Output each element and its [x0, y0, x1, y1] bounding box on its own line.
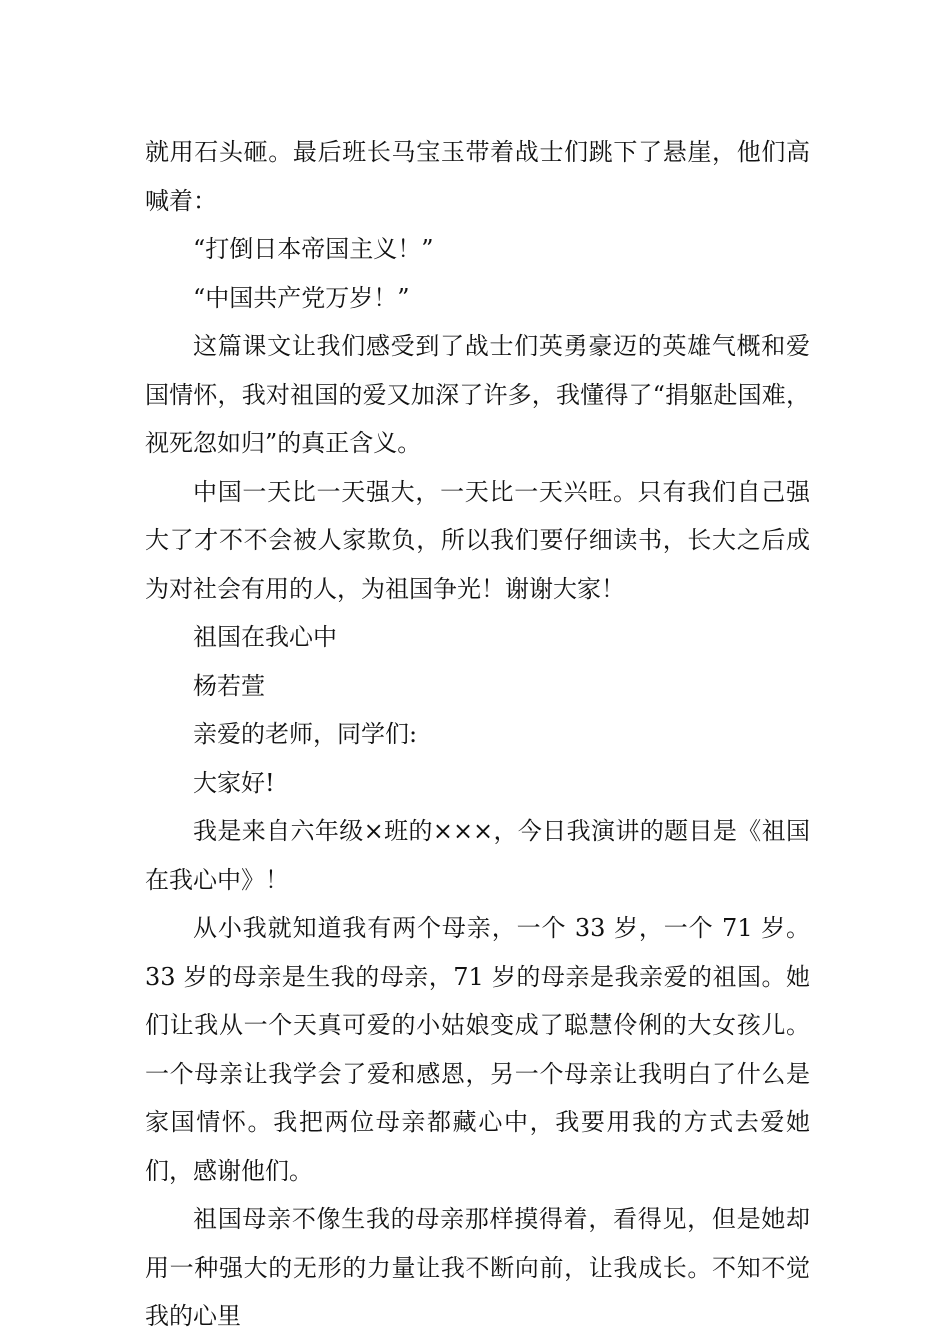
speech-title: 祖国在我心中	[193, 623, 337, 651]
paragraph-two-mothers: 从小我就知道我有两个母亲，一个 33 岁，一个 71 岁。33 岁的母亲是生我的母亲，71 岁的母亲是我亲爱的祖国。她们让我从一个天真可爱的小姑娘变成了聪慧伶俐的大女孩儿。一个母亲让我学会了爱和感恩，另一个母亲让我明白了什么是家国情怀。我把两位母亲都藏心中，我要用我的方式去爱她们，感谢他们。	[145, 914, 810, 1185]
paragraph-introduction: 我是来自六年级×班的×××，今日我演讲的题目是《祖国在我心中》！	[145, 817, 810, 894]
paragraph-slogan-2: “中国共产党万岁！”	[193, 283, 410, 312]
document-body	[145, 128, 810, 1341]
speech-salutation: 亲爱的老师，同学们:	[193, 720, 418, 748]
speech-greeting: 大家好!	[193, 768, 275, 797]
paragraph-conclusion: 中国一天比一天强大，一天比一天兴旺。只有我们自己强大了才不不会被人家欺负，所以我们要仔细读书，长大之后成为对社会有用的人，为祖国争光！谢谢大家！	[145, 477, 810, 603]
paragraph-reflection: 这篇课文让我们感受到了战士们英勇豪迈的英雄气概和爱国情怀，我对祖国的爱又加深了许多，我懂得了“捐躯赴国难，视死忽如归”的真正含义。	[145, 332, 810, 457]
paragraph-slogan-1: “打倒日本帝国主义！”	[193, 235, 434, 263]
paragraph-motherland: 祖国母亲不像生我的母亲那样摸得着，看得见，但是她却用一种强大的无形的力量让我不断向前，让我成长。不知不觉我的心里	[145, 1205, 810, 1330]
speech-author: 杨若萱	[193, 671, 265, 700]
paragraph-continuation: 就用石头砸。最后班长马宝玉带着战士们跳下了悬崖，他们高喊着：	[145, 138, 810, 215]
